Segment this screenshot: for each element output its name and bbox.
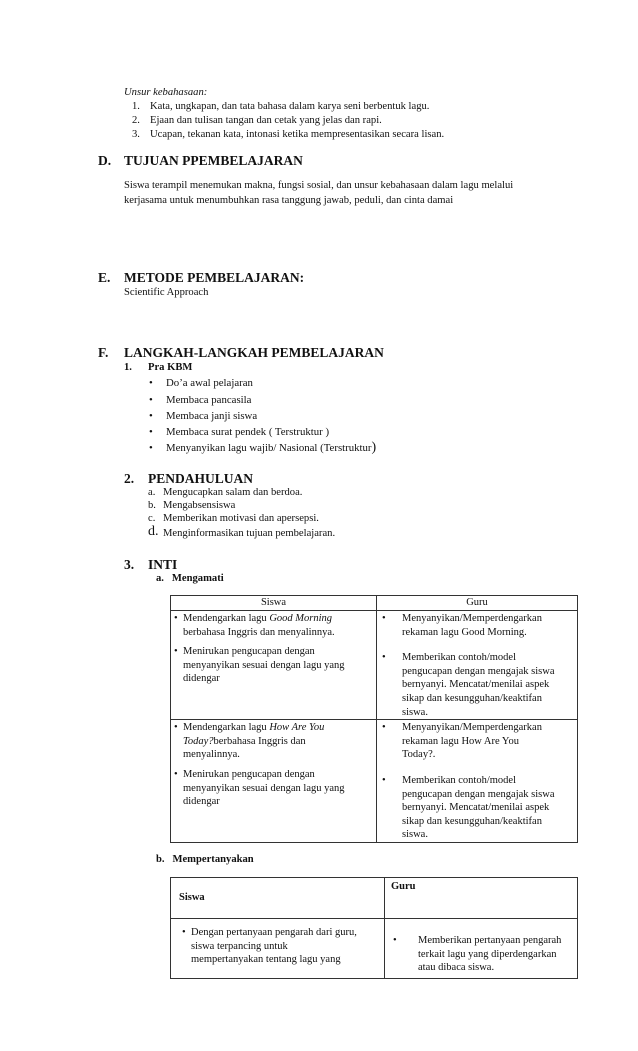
mempertanyakan-siswa-cell (171, 919, 385, 979)
list-item: • Mendengarkan lagu How Are You Today?berbahasa Inggris dan menyalinnya. (174, 722, 325, 761)
unsur-title: Unsur kebahasaan: (124, 87, 208, 98)
list-item: • Menyanyikan/Memperdengarkan rekaman lagu Good Morning. (382, 613, 542, 638)
mempertanyakan-head-siswa: Siswa (171, 878, 385, 919)
unsur-item-1: Kata, ungkapan, dan tata bahasa dalam karya seni berbentuk lagu. (150, 101, 430, 112)
list-item: • Menyanyikan/Memperdengarkan rekaman lagu How Are You Today?. (382, 722, 542, 761)
bullet-icon: • (182, 927, 186, 938)
bullet-icon: • (174, 646, 178, 658)
bullet-icon: • (382, 722, 386, 734)
bullet-icon: • (149, 410, 153, 422)
mengamati-guru-cell (377, 611, 578, 720)
bullet-icon: • (174, 768, 178, 780)
pendahuluan-num: 2. (124, 471, 135, 486)
unsur-num-2: 2. (132, 115, 140, 126)
list-item: • Memberikan pertanyaan pengarah terkait lagu yang diperdengarkan atau dibaca siswa. (393, 935, 562, 974)
bullet-icon: • (174, 722, 178, 734)
bullet-icon: • (382, 613, 386, 624)
list-item: • Dengan pertanyaan pengarah dari guru, siswa terpancing untuk mempertanyakan tentang lagu yang (182, 927, 357, 966)
section-e-letter: E. (98, 270, 111, 285)
bullet-icon: • (174, 613, 178, 624)
mengamati-table (170, 595, 578, 843)
unsur-num-1: 1. (132, 101, 140, 112)
pendahuluan-item: Mengabsensiswa (163, 500, 236, 511)
section-f-heading: LANGKAH-LANGKAH PEMBELAJARAN (124, 345, 384, 360)
list-item: • Memberikan contoh/model pengucapan dengan mengajak siswa bernyanyi. Mencatat/menilai aspek sikap dan kesungguhan/keaktifan siswa. (382, 774, 555, 841)
pendahuluan-letter: d. (148, 524, 159, 539)
section-d-letter: D. (98, 153, 112, 168)
list-item: • Menirukan pengucapan dengan menyanyikan sesuai dengan lagu yang didengar (174, 768, 345, 808)
list-item: • Memberikan contoh/model pengucapan dengan mengajak siswa bernyanyi. Mencatat/menilai aspek sikap dan kesungguhan/keaktifan siswa. (382, 652, 555, 718)
mengamati-head-guru: Guru (377, 596, 578, 611)
pra-kbm-title: Pra KBM (148, 362, 193, 373)
unsur-num-3: 3. (132, 129, 140, 140)
inti-title: INTI (148, 557, 178, 572)
bullet-icon: • (149, 377, 153, 389)
pendahuluan-letter: a. (148, 487, 156, 498)
inti-num: 3. (124, 557, 135, 572)
section-e-text: Scientific Approach (124, 287, 209, 298)
section-d-text-line1: Siswa terampil menemukan makna, fungsi sosial, dan unsur kebahasaan dalam lagu melalui (124, 180, 514, 191)
mempertanyakan-guru-cell (385, 919, 578, 979)
bullet-icon: • (149, 442, 153, 454)
mempertanyakan-head-guru: Guru (385, 878, 578, 919)
mempertanyakan-label: b. Mempertanyakan (156, 854, 254, 865)
mengamati-siswa-cell (171, 720, 377, 843)
section-d-text-line2: kerjasama untuk menumbuhkan rasa tanggung jawab, peduli, dan cinta damai (124, 195, 454, 206)
pendahuluan-item: Memberikan motivasi dan apersepsi. (163, 513, 319, 524)
mengamati-guru-cell (377, 720, 578, 843)
pra-kbm-num: 1. (124, 362, 132, 373)
mengamati-head-siswa: Siswa (171, 596, 377, 611)
pendahuluan-letter: c. (148, 513, 156, 524)
bullet-icon: • (149, 394, 153, 406)
pendahuluan-letter: b. (148, 500, 156, 511)
bullet-icon: • (382, 652, 386, 664)
mengamati-siswa-cell (171, 611, 377, 720)
pendahuluan-item: Menginformasikan tujuan pembelajaran. (163, 528, 336, 539)
mengamati-label: a. Mengamati (156, 573, 224, 584)
section-d-heading: TUJUAN PPEMBELAJARAN (124, 153, 303, 168)
section-f-letter: F. (98, 345, 109, 360)
unsur-item-2: Ejaan dan tulisan tangan dan cetak yang jelas dan rapi. (150, 115, 382, 126)
bullet-icon: • (382, 774, 386, 786)
unsur-item-3: Ucapan, tekanan kata, intonasi ketika mempresentasikan secara lisan. (150, 129, 445, 140)
bullet-icon: • (149, 426, 153, 438)
bullet-icon: • (393, 935, 397, 946)
pendahuluan-item: Mengucapkan salam dan berdoa. (163, 487, 303, 498)
pendahuluan-title: PENDAHULUAN (148, 471, 254, 486)
section-e-heading: METODE PEMBELAJARAN: (124, 270, 305, 285)
list-item: • Menirukan pengucapan dengan menyanyikan sesuai dengan lagu yang didengar (174, 646, 345, 685)
list-item: • Mendengarkan lagu Good Morning berbahasa Inggris dan menyalinnya. (174, 613, 335, 638)
mempertanyakan-table (170, 877, 578, 979)
